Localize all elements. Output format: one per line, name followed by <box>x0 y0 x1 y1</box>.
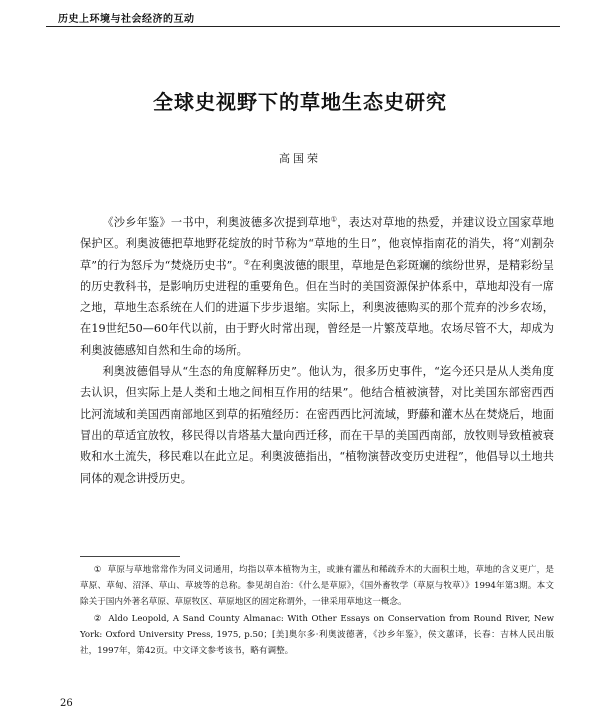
footnote-ref[interactable]: ② <box>243 257 251 266</box>
paragraph-text: 《沙乡年鉴》一书中，利奥波德多次提到草地 <box>102 216 331 229</box>
footnote-number: ② <box>93 613 103 624</box>
footnote-rule <box>80 556 180 557</box>
footnote <box>80 562 554 611</box>
running-head: 历史上环境与社会经济的互动 <box>58 14 195 25</box>
footnote-number: ① <box>93 565 102 575</box>
article-author: 高国荣 <box>279 152 321 165</box>
paragraph-text: 在利奥波德的眼里，草地是色彩斑斓的缤纷世界，是精彩纷呈的历史教科书，是影响历史进程的重要角色。但在当时的美国资源保护体系中，草地却没有一席之地，草地生态系统在人们的进逼下步步退缩。实际上，利奥波德购买的那个荒弃的沙乡农场，在19世纪50—60年代以前，由于野火时常出现，曾经是一片繁茂草地。农场尽管不大，却成为利奥波德感知自然和生命的场所。 <box>80 258 554 357</box>
body-paragraph <box>80 212 554 361</box>
article-body <box>80 212 554 489</box>
footnote-ref[interactable]: ① <box>330 215 338 224</box>
header-rule <box>46 26 560 27</box>
body-paragraph: 利奥波德倡导从“生态的角度解释历史”。他认为，很多历史事件，“迄今还只是从人类角度去认识，但实际上是人类和土地之间相互作用的结果”。他结合植被演替，对比美国东部密西西比河流域和美国西南部地区到草的拓殖经历：在密西西比河流域，野藤和灌木丛在焚烧后，地面冒出的草适宜放牧，移民得以肯塔基大量向西迁移，而在干旱的美国西南部，放牧则导致植被衰败和水土流失，移民难以在此立足。利奥波德指出，“植物演替改变历史进程”，他倡导以土地共同体的观念讲授历史。 <box>80 365 554 485</box>
article-title: 全球史视野下的草地生态史研究 <box>153 90 447 114</box>
footnote-text: Aldo Leopold, A Sand County Almanac: With Other Essays on Conservation from Round River, New York: Oxford University Press, 1975, p.50；[美]奥尔多·利奥波德著，《沙乡年鉴》，侯文蕙译，长春：吉林人民出版社，1997年，第42页。中文译文参考该书，略有调整。 <box>80 613 554 657</box>
paragraph-text: ，表达对草地的热爱，并建议设立国家草地保护区。利奥波德把草地野花绽放的时节称为“草地的生日”，他哀悼指南花的消失，将“刈割杂草”的行为怒斥为“焚烧历史书”。 <box>80 216 554 272</box>
footnote-text: 草原与草地常常作为同义词通用，均指以草本植物为主，或兼有灌丛和稀疏乔木的大面积土地，草地的含义更广，是草原、草甸、沼泽、草山、草坡等的总称。参见胡自治：《什么是草原》，《国外畜牧学（草原与牧草）》1994年第3期。本文除关于国内外著名草原、草原牧区、草原地区的固定称谓外，一律采用草地这一概念。 <box>80 565 554 608</box>
footnotes <box>80 562 554 659</box>
page-number: 26 <box>60 698 73 709</box>
footnote <box>80 611 554 660</box>
